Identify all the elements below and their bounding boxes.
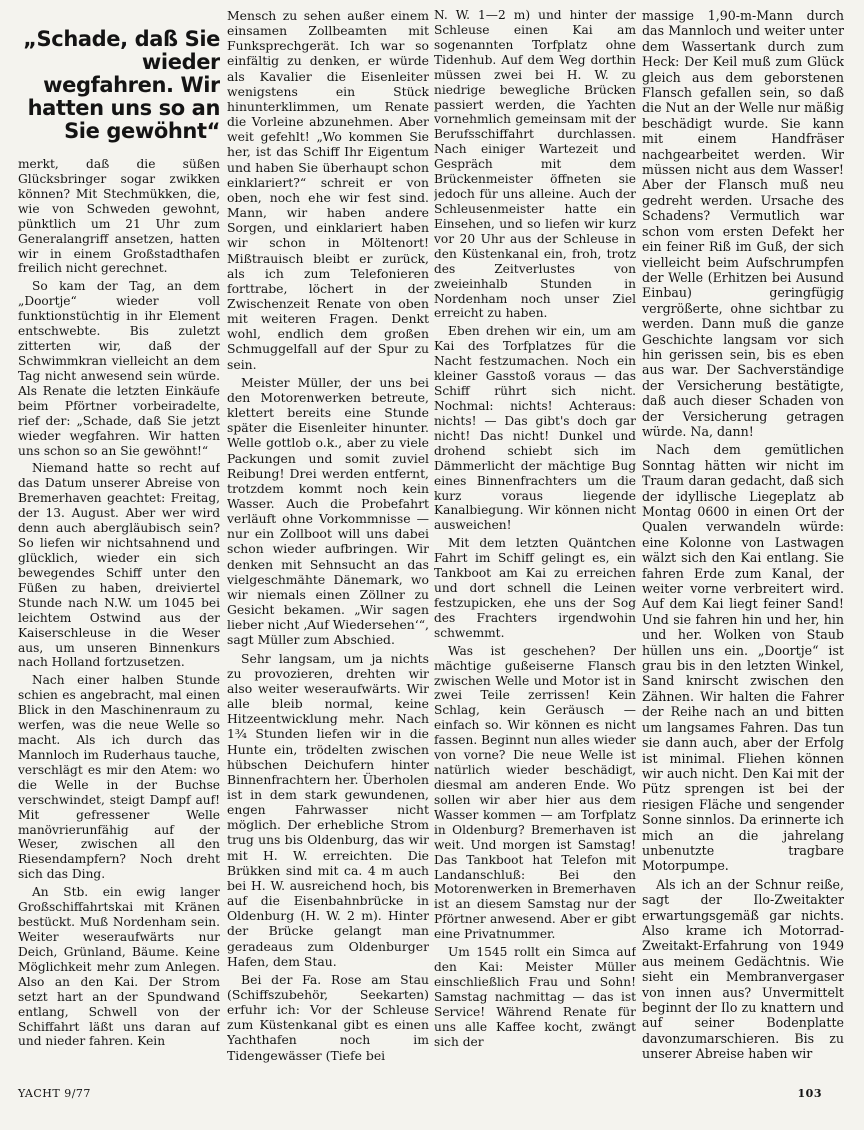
paragraph: Bei der Fa. Rose am Stau (Schiffszubehör, Seekarten) erfuhr ich: Vor der Schleuse zum Küstenkanal gibt es einen Yachthafen noch im Tidengewässer (Tiefe bei (227, 971, 429, 1063)
column-body (227, 8, 429, 1063)
paragraph: An Stb. ein ewig langer Großschiffahrtskai mit Kränen bestückt. Muß Nordenham sein. Weiter weseraufwärts nur Deich, Grünland, Bäume. Keine Möglichkeit mehr zum Anlegen. Also an den Kai. Der Strom setzt hart an der Spundwand entlang, Schwell von der Schiffahrt läßt uns daran auf und nieder fahren. Kein (18, 885, 220, 1049)
text-column-2 (227, 8, 429, 1066)
article-headline: „Schade, daß Sie wieder wegfahren. Wir hatten uns so an Sie gewöhnt“ (23, 27, 220, 143)
column-body (642, 8, 844, 1062)
text-column-1 (18, 8, 220, 1066)
paragraph: Nach dem gemütlichen Sonntag hätten wir nicht im Traum daran gedacht, daß sich der idyllische Liegeplatz ab Montag 0600 in einen Ort der Qualen verwandeln würde: eine Kolonne von Lastwagen wälzt sich den Kai entlang. Sie fahren Erde zum Kanal, der weiter vorne verbreitert wird. Auf dem Kai liegt feiner Sand! Und sie fahren hin und her, hin und her. Wolken von Staub hüllen uns ein. „Doortje“ ist grau bis in den letzten Winkel, Sand knirscht zwischen den Zähnen. Wir halten die Fahrer der Reihe nach an und bitten um langsames Fahren. Das tun sie dann auch, aber der Erfolg ist minimal. Fliehen können wir auch nicht. Den Kai mit der Pütz sprengen ist bei der riesigen Fläche und sengender Sonne sinnlos. Da erinnerte ich mich an die jahrelang unbenutzte tragbare Motorpumpe. (642, 442, 844, 874)
paragraph: merkt, daß die süßen Glücksbringer sogar zwikken können? Mit Stechmükken, die, wie von Schweden gewohnt, pünktlich um 21 Uhr zum Generalangriff ansetzen, hatten wir in einem Großstadthafen freilich nicht gerechnet. (18, 157, 220, 276)
magazine-issue-label: YACHT 9/77 (18, 1087, 91, 1100)
column-body (18, 157, 220, 1049)
paragraph: Was ist geschehen? Der mächtige gußeiserne Flansch zwischen Welle und Motor ist in zwei Teile zerrissen! Kein Schlag, kein Geräusch — einfach so. Wir können es nicht fassen. Beginnt nun alles wieder von vorne? Die neue Welle ist natürlich wieder beschädigt, diesmal am anderen Ende. Wo sollen wir aber hier aus dem Wasser kommen — am Torfplatz in Oldenburg? Bremerhaven ist weit. Und morgen ist Samstag! Das Tankboot hat Telefon mit Landanschluß: Bei den Motorenwerken in Bremerhaven ist an diesem Samstag nur der Pförtner anwesend. Aber er gibt eine Privatnummer. (434, 643, 636, 942)
paragraph: Eben drehen wir ein, um am Kai des Torfplatzes für die Nacht festzumachen. Noch ein kleiner Gasstoß voraus — das Schiff rührt sich nicht. Nochmal: nichts! Achteraus: nichts! — Das gibt's doch gar nicht! Das nicht! Dunkel und drohend schiebt sich im Dämmerlicht der mächtige Bug eines Binnenfrachters um die kurz voraus liegende Kanalbiegung. Wir können nicht ausweichen! (434, 324, 636, 533)
paragraph: Um 1545 rollt ein Simca auf den Kai: Meister Müller einschließlich Frau und Sohn! Samstag nachmittag — das ist Service! Während Renate für uns alle Kaffee kocht, zwängt sich der (434, 945, 636, 1049)
paragraph: Nach einer halben Stunde schien es angebracht, mal einen Blick in den Maschinenraum zu werfen, was die neue Welle so macht. Als ich durch das Mannloch im Ruderhaus tauche, verschlägt es mir den Atem: wo die Welle in der Buchse verschwindet, steigt Dampf auf! Mit gefressener Welle manövrierunfähig auf der Weser, zwischen all den Riesendampfern? Noch dreht sich das Ding. (18, 673, 220, 882)
column-body (434, 8, 636, 1050)
paragraph: So kam der Tag, an dem „Doortje“ wieder voll funktionstüchtig in ihr Element entschwebte. Bis zuletzt zitterten wir, daß der Schwimmkran vielleicht an dem Tag nicht anwesend sein würde. Als Renate die letzten Einkäufe beim Pförtner vorbeiradelte, rief der: „Schade, daß Sie jetzt wieder wegfahren. Wir hatten uns schon so an Sie gewöhnt!“ (18, 279, 220, 458)
paragraph: Meister Müller, der uns bei den Motorenwerken betreute, klettert bereits eine Stunde später die Eisenleiter hinunter. Welle gottlob o.k., aber zu viele Packungen und somit zuviel Reibung! Drei werden entfernt, trotzdem kommt noch kein Wasser. Auch die Probefahrt verläuft ohne Vorkommnisse — nur ein Zollboot will uns dabei schon wieder aufbringen. Wir denken mit Sehnsucht an das vielgeschmähte Dänemark, wo wir niemals einen Zöllner zu Gesicht bekamen. „Wir sagen lieber nicht ‚Auf Wiedersehen‘“, sagt Müller zum Abschied. (227, 374, 429, 648)
paragraph: Mensch zu sehen außer einem einsamen Zollbeamten mit Funksprechgerät. Ich war so einfältig zu denken, er würde als Kavalier die Eisenleiter wenigstens ein Stück hinunterklimmen, um Renate die Vorleine abzunehmen. Aber weit gefehlt! „Wo kommen Sie her, ist das Schiff Ihr Eigentum und haben Sie überhaupt schon einklariert?“ schreit er von oben, noch ehe wir fest sind. Mann, wir haben andere Sorgen, und einklariert haben wir schon in Möltenort! Mißtrauisch bleibt er zurück, als ich zum Telefonieren forttrabe, löchert in der Zwischenzeit Renate von oben mit weiteren Fragen. Denkt wohl, endlich dem großen Schmuggelfall auf der Spur zu sein. (227, 8, 429, 372)
paragraph: Niemand hatte so recht auf das Datum unserer Abreise von Bremerhaven geachtet: Freitag, der 13. August. Aber wer wird denn auch abergläubisch sein? So liefen wir nichtsahnend und glücklich, wieder ein sich bewegendes Schiff unter den Füßen zu haben, dreiviertel Stunde nach N.W. um 1045 bei leichtem Ostwind aus der Kaiserschleuse in die Weser aus, um unseren Binnenkurs nach Holland fortzusetzen. (18, 461, 220, 670)
paragraph: massige 1,90-m-Mann durch das Mannloch und weiter unter dem Wassertank durch zum Heck: Der Keil muß zum Glück gleich aus dem geborstenen Flansch gefallen sein, so daß die Nut an der Welle nur mäßig beschädigt wurde. Sie kann mit einem Handfräser nachgearbeitet werden. Wir müssen nicht aus dem Wasser! Aber der Flansch muß neu gedreht werden. Ursache des Schadens? Vermutlich war schon vom ersten Defekt her ein feiner Riß im Guß, der sich vielleicht beim Aufschrumpfen der Welle (Erhitzen bei Ausund Einbau) geringfügig vergrößerte, ohne sichtbar zu werden. Dann muß die ganze Geschichte langsam vor sich hin gerissen sein, bis es eben aus war. Der Sachverständige der Versicherung bestätigte, daß auch dieser Schaden von der Versicherung getragen würde. Na, dann! (642, 8, 844, 439)
paragraph: Mit dem letzten Quäntchen Fahrt im Schiff gelingt es, ein Tankboot am Kai zu erreichen und dort schnell die Leinen festzupicken, ehe uns der Sog des Frachters irgendwohin schwemmt. (434, 536, 636, 640)
paragraph: Als ich an der Schnur reiße, sagt der Ilo-Zweitakter erwartungsgemäß gar nichts. Also krame ich Motorrad-Zweitakt-Erfahrung von 1949 aus meinem Gedächtnis. Wie sieht ein Membranvergaser von innen aus? Unvermittelt beginnt der Ilo zu knattern und auf seiner Bodenplatte davonzumarschieren. Bis zu unserer Abreise haben wir (642, 876, 844, 1062)
text-column-3 (434, 8, 636, 1066)
page-number: 103 (797, 1087, 822, 1100)
text-column-4 (642, 8, 844, 1066)
paragraph: N. W. 1—2 m) und hinter der Schleuse einen Kai am sogenannten Torfplatz ohne Tidenhub. Auf dem Weg dorthin müssen zwei bei H. W. zu niedrige bewegliche Brücken passiert werden, die Yachten vornehmlich gemeinsam mit der Berufsschiffahrt durchlassen. Nach einiger Wartezeit und Gespräch mit dem Brückenmeister öffneten sie jedoch für uns alleine. Auch der Schleusenmeister hatte ein Einsehen, und so liefen wir kurz vor 20 Uhr aus der Schleuse in den Küstenkanal ein, froh, trotz des Zeitverlustes von zweieinhalb Stunden in Nordenham noch unser Ziel erreicht zu haben. (434, 8, 636, 321)
paragraph: Sehr langsam, um ja nichts zu provozieren, drehten wir also weiter weseraufwärts. Wir alle bleib normal, keine Hitzeentwicklung mehr. Nach 1¾ Stunden liefen wir in die Hunte ein, trödelten zwischen hübschen Deichufern hinter Binnenfrachtern her. Überholen ist in dem stark gewundenen, engen Fahrwasser nicht möglich. Der erhebliche Strom trug uns bis Oldenburg, das wir mit H. W. erreichten. Die Brükken sind mit ca. 4 m auch bei H. W. ausreichend hoch, bis auf die Eisenbahnbrücke in Oldenburg (H. W. 2 m). Hinter der Brücke gelangt man geradeaus zum Oldenburger Hafen, dem Stau. (227, 650, 429, 969)
